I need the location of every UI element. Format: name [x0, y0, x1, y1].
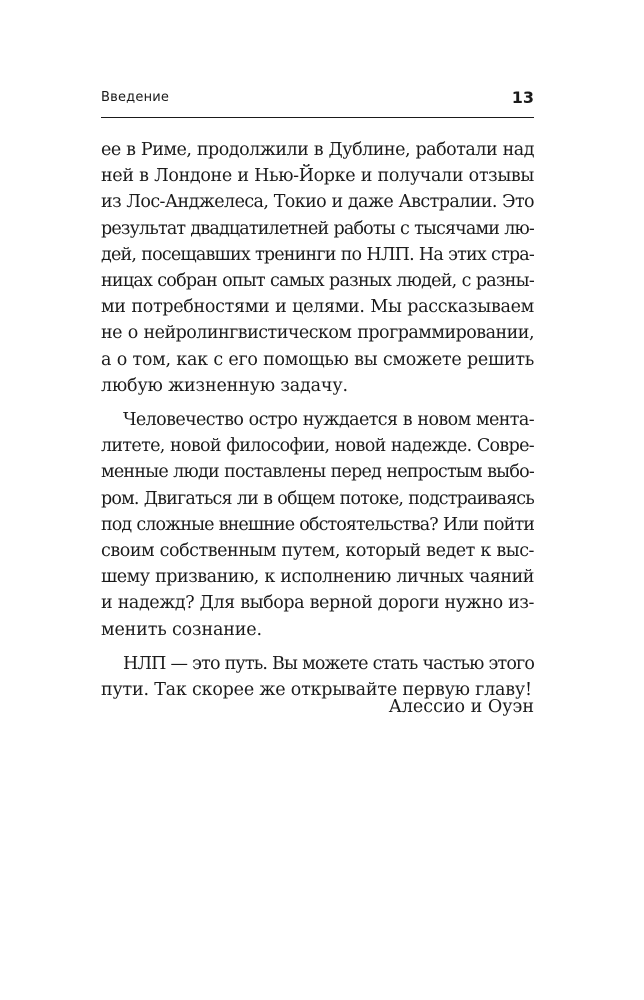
text-line: Человечество остро нуждается в новом мента- — [123, 410, 534, 431]
text-line: ми потребностями и целями. Мы рассказываем — [101, 297, 534, 318]
text-line: литете, новой философии, новой надежде. Совре- — [101, 436, 534, 457]
text-line: а о том, как с его помощью вы сможете решить — [101, 349, 534, 370]
section-title: Введение — [101, 90, 170, 105]
running-header — [101, 86, 534, 112]
text-line: ее в Риме, продолжили в Дублине, работали над — [101, 140, 534, 160]
text-line: дей, посещавших тренинги по НЛП. На этих стра- — [101, 244, 534, 265]
text-line: менные люди поставлены перед непростым выбо- — [101, 462, 534, 483]
text-line: любую жизненную задачу. — [101, 375, 348, 396]
text-line: ней в Лондоне и Нью-Йорке и получали отзывы — [101, 166, 534, 187]
text-line: ром. Двигаться ли в общем потоке, подстраиваясь — [101, 488, 534, 509]
text-line: и надежд? Для выбора верной дороги нужно из- — [101, 593, 534, 614]
text-line: ницах собран опыт самых разных людей, с разны- — [101, 271, 534, 292]
page-number: 13 — [511, 88, 534, 107]
paragraph — [101, 407, 534, 643]
text-line: из Лос-Анджелеса, Токио и даже Австралии. Это — [101, 192, 534, 213]
text-line: результат двадцатилетней работы с тысячами лю- — [101, 218, 534, 239]
text-line: пути. Так скорее же открывайте первую главу! — [101, 680, 532, 701]
body-text — [101, 137, 534, 711]
signature: Алессио и Оуэн — [388, 697, 534, 717]
text-line: НЛП — это путь. Вы можете стать частью этого — [123, 653, 534, 674]
text-line: своим собственным путем, который ведет к выс- — [101, 541, 534, 562]
text-line: менить сознание. — [101, 619, 262, 640]
text-line: шему призванию, к исполнению личных чаяний — [101, 567, 534, 588]
text-line: под сложные внешние обстоятельства? Или пойти — [101, 514, 534, 535]
paragraph — [101, 137, 534, 399]
header-divider — [101, 117, 534, 118]
text-line: не о нейролингвистическом программировании, — [101, 323, 534, 344]
